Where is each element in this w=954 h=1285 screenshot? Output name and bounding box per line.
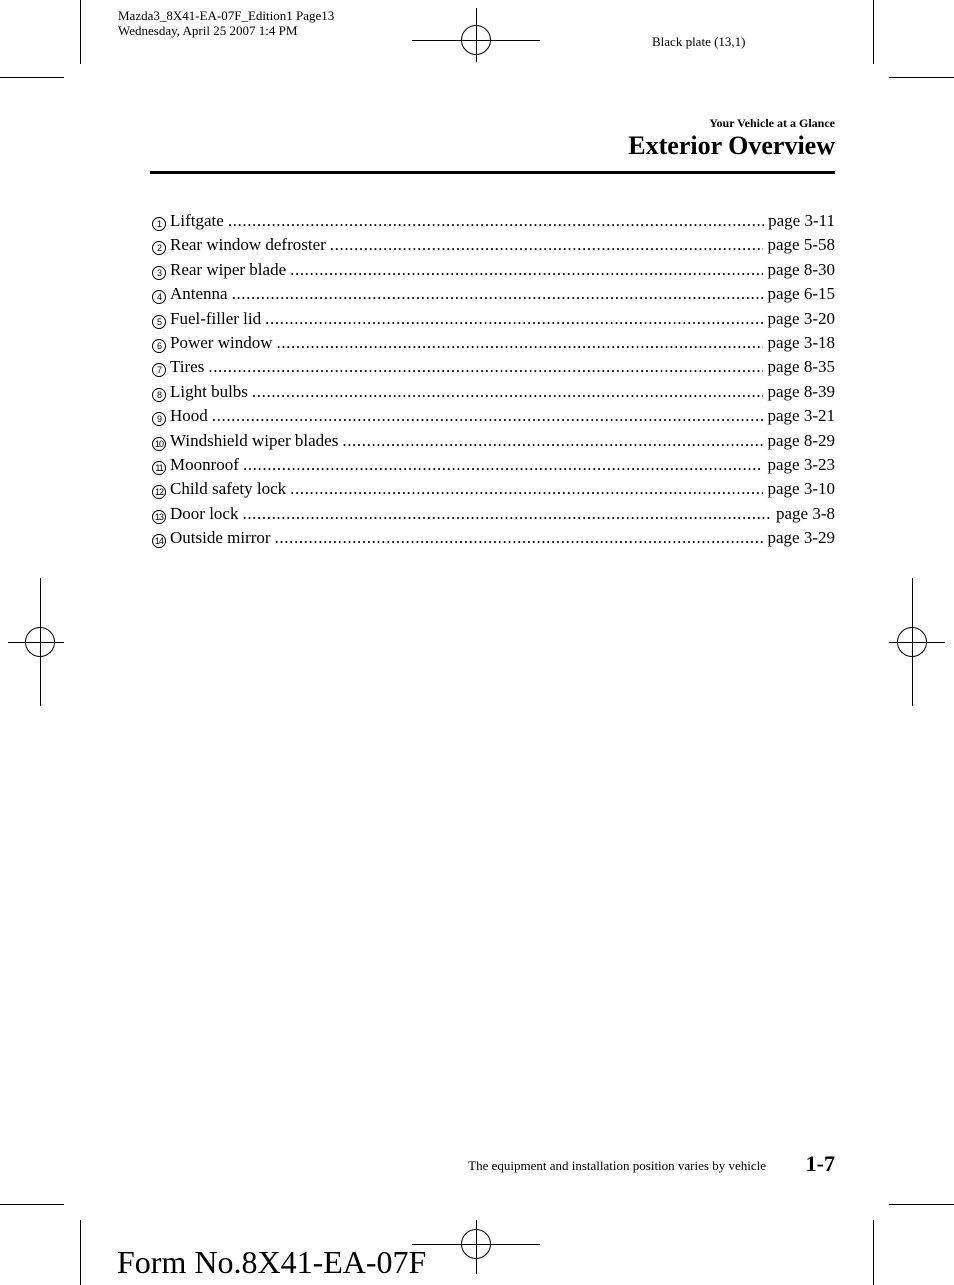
list-item — [150, 355, 835, 379]
dot-leader — [228, 209, 764, 233]
dot-leader — [208, 355, 763, 379]
list-item — [150, 502, 835, 526]
crop-mark-top-right-horizontal — [889, 77, 954, 78]
item-label: Moonroof — [170, 454, 239, 474]
item-label: Rear wiper blade — [170, 259, 287, 279]
item-page-reference: page 8-35 — [767, 357, 835, 377]
item-label: Light bulbs — [170, 381, 248, 401]
item-number-badge: 11 — [152, 461, 166, 475]
item-number-badge: 3 — [152, 266, 166, 280]
list-item — [150, 282, 835, 306]
item-number-badge: 6 — [152, 339, 166, 353]
list-item — [150, 477, 835, 501]
crop-mark-bottom-left-horizontal — [0, 1204, 64, 1205]
list-item — [150, 404, 835, 428]
item-number-badge: 9 — [152, 412, 166, 426]
dot-leader — [232, 282, 764, 306]
item-number-badge: 1 — [152, 217, 166, 231]
item-label: Hood — [170, 406, 208, 426]
item-page-reference: page 8-39 — [767, 381, 835, 401]
page-title: Exterior Overview — [628, 131, 835, 160]
dot-leader — [265, 307, 763, 331]
item-page-reference: page 5-58 — [767, 235, 835, 255]
item-number-badge: 12 — [152, 485, 166, 499]
item-label: Liftgate — [170, 211, 224, 230]
footer-note: The equipment and installation position varies by vehicle — [468, 1158, 766, 1173]
item-page-reference: page 8-29 — [767, 430, 835, 450]
print-slug-line-1: Mazda3_8X41-EA-07F_Edition1 Page13 — [118, 8, 335, 23]
item-label: Fuel-filler lid — [170, 308, 262, 328]
list-item — [150, 380, 835, 404]
print-slug — [118, 8, 334, 38]
item-number-badge: 7 — [152, 363, 166, 377]
dot-leader — [212, 404, 764, 428]
list-item — [150, 429, 835, 453]
crop-mark-top-left-vertical — [80, 0, 81, 64]
item-page-reference: page 8-30 — [767, 259, 835, 279]
list-item — [150, 233, 835, 257]
plate-label: Black plate (13,1) — [652, 34, 746, 49]
crop-mark-bottom-right-horizontal — [889, 1204, 954, 1205]
item-page-reference: page 3-23 — [767, 454, 835, 474]
item-label: Windshield wiper blades — [170, 430, 339, 450]
list-item — [150, 526, 835, 550]
print-slug-line-2: Wednesday, April 25 2007 1:4 PM — [118, 23, 298, 38]
dot-leader — [290, 258, 763, 282]
item-number-badge: 13 — [152, 510, 166, 524]
crop-mark-top-left-horizontal — [0, 77, 64, 78]
item-label: Door lock — [170, 503, 239, 523]
item-number-badge: 10 — [152, 437, 166, 451]
item-label: Tires — [170, 357, 205, 377]
item-page-reference: page 3-21 — [767, 406, 835, 426]
item-page-reference: page 3-29 — [767, 528, 835, 548]
item-number-badge: 14 — [152, 534, 166, 548]
list-item — [150, 258, 835, 282]
page-number: 1-7 — [805, 1151, 835, 1176]
item-label: Power window — [170, 332, 273, 352]
dot-leader — [330, 233, 764, 257]
dot-leader — [252, 380, 764, 404]
item-page-reference: page 3-8 — [775, 503, 835, 523]
list-item — [150, 307, 835, 331]
dot-leader — [342, 429, 763, 453]
item-number-badge: 4 — [152, 290, 166, 304]
crop-mark-bottom-right-vertical — [873, 1220, 874, 1285]
dot-leader — [290, 477, 763, 501]
item-page-reference: page 3-10 — [767, 479, 835, 499]
item-page-reference: page 6-15 — [767, 284, 835, 304]
section-heading: Your Vehicle at a Glance — [709, 116, 835, 130]
crop-mark-bottom-left-vertical — [80, 1220, 81, 1285]
component-list — [150, 209, 835, 550]
item-label: Child safety lock — [170, 479, 287, 499]
dot-leader — [243, 453, 764, 477]
dot-leader — [242, 502, 772, 526]
dot-leader — [276, 331, 763, 355]
item-number-badge: 5 — [152, 315, 166, 329]
crop-mark-top-right-vertical — [873, 0, 874, 64]
list-item — [150, 209, 835, 233]
item-label: Antenna — [170, 284, 228, 304]
item-label: Rear window defroster — [170, 235, 326, 255]
item-page-reference: page 3-18 — [767, 332, 835, 352]
title-rule — [150, 171, 835, 174]
item-page-reference: page 3-20 — [767, 308, 835, 328]
item-page-reference: page 3-11 — [768, 211, 835, 230]
list-item — [150, 331, 835, 355]
dot-leader — [275, 526, 764, 550]
item-number-badge: 2 — [152, 241, 166, 255]
form-number: Form No.8X41-EA-07F — [117, 1244, 427, 1280]
list-item — [150, 453, 835, 477]
item-number-badge: 8 — [152, 388, 166, 402]
item-label: Outside mirror — [170, 528, 271, 548]
